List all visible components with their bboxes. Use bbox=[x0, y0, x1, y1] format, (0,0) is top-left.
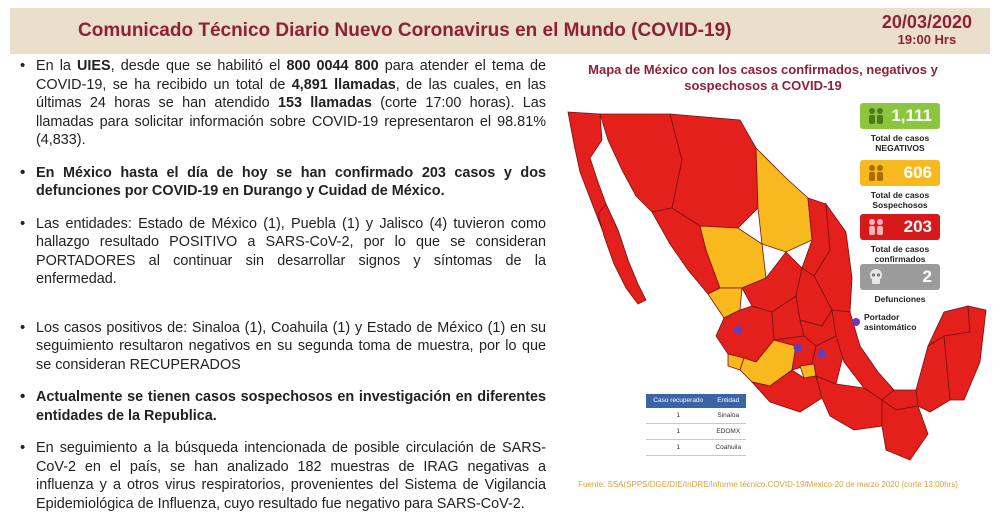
people-icon bbox=[866, 106, 886, 126]
table-cell: EDOMX bbox=[710, 424, 746, 440]
suspected-label: Total de casos Sospechosos bbox=[870, 190, 930, 210]
carrier-legend-label: Portador asintomático bbox=[864, 312, 917, 332]
suspected-badge bbox=[860, 160, 940, 186]
table-row bbox=[646, 408, 746, 424]
bullet-text: , de las cuales, en las últimas 24 horas se han atendido bbox=[36, 76, 546, 111]
stat-deaths bbox=[860, 264, 940, 304]
people-icon bbox=[866, 163, 886, 183]
carrier-dot-edomex bbox=[794, 344, 803, 353]
deaths-label: Defunciones bbox=[874, 294, 926, 304]
header-bar bbox=[10, 8, 990, 54]
bullet-irag: • En seguimiento a la búsqueda intencionada de posible circulación de SARS-CoV-2 en el país, se han analizado 182 muestras de IRAG negativas a influenza y a otros virus respiratorios, provenientes del Sistema de Vigilancia Epidemiológica de Influenza, cuyo resultado fue negativo para SARS-CoV-2. bbox=[18, 439, 546, 513]
stat-confirmed bbox=[860, 214, 940, 264]
deaths-value: 2 bbox=[922, 267, 932, 286]
bullet-text: , desde que se habilitó el bbox=[110, 58, 287, 74]
total-calls: 4,891 llamadas bbox=[291, 76, 396, 93]
state-morelos bbox=[800, 364, 816, 378]
bullet-carriers: • Las entidades: Estado de México (1), Puebla (1) y Jalisco (4) tuvieron como hallazgo resultado POSITIVO a SARS-CoV-2, por lo que se consideran PORTADORES al continuar sin desarrollar signos y síntomas de la enfermedad. bbox=[18, 215, 546, 289]
carrier-legend-dot bbox=[852, 318, 860, 326]
stat-suspected bbox=[860, 160, 940, 210]
suspected-value: 606 bbox=[903, 163, 932, 182]
page-title: Comunicado Técnico Diario Nuevo Coronavirus en el Mundo (COVID-19) bbox=[78, 20, 732, 41]
carrier-dot-jalisco bbox=[734, 326, 743, 335]
table-header: Caso recuperado bbox=[646, 394, 710, 408]
bullet-list bbox=[18, 57, 546, 527]
deaths-badge bbox=[860, 264, 940, 290]
confirmed-value: 203 bbox=[903, 217, 932, 236]
report-date: 20/03/2020 bbox=[881, 12, 972, 32]
report-time: 19:00 Hrs bbox=[897, 32, 957, 47]
bullet-recovered: • Los casos positivos de: Sinaloa (1), Coahuila (1) y Estado de México (1) en su seguimiento resultaron negativos en su segunda toma de muestra, por lo que se consideran RECUPERADOS bbox=[18, 319, 546, 375]
state-sonora bbox=[600, 114, 682, 212]
state-coahuila bbox=[756, 148, 812, 252]
recovered-table bbox=[646, 394, 746, 456]
phone-number: 800 0044 800 bbox=[286, 58, 379, 74]
table-cell: Sinaloa bbox=[710, 408, 746, 424]
bullet-calls bbox=[18, 57, 546, 150]
bullet-text: En la bbox=[36, 58, 78, 74]
table-header: Entidad bbox=[710, 394, 746, 408]
confirmed-badge bbox=[860, 214, 940, 240]
confirmed-label: Total de casos confirmados bbox=[870, 244, 930, 264]
table-header-row bbox=[646, 394, 746, 408]
bullet-text: para atender el tema de COVID-19, se ha recibido un total de bbox=[36, 58, 546, 93]
table-cell: 1 bbox=[646, 424, 710, 440]
stat-negatives bbox=[860, 103, 940, 153]
table-row bbox=[646, 440, 746, 456]
table-cell: 1 bbox=[646, 440, 710, 456]
table-row bbox=[646, 424, 746, 440]
recent-calls: 153 llamadas bbox=[277, 95, 372, 111]
skull-icon bbox=[866, 267, 886, 287]
negatives-label: Total de casos NEGATIVOS bbox=[870, 133, 930, 153]
state-chiapas bbox=[882, 400, 928, 460]
table-cell: 1 bbox=[646, 408, 710, 424]
uies-label: UIES bbox=[77, 58, 111, 74]
people-icon bbox=[866, 217, 886, 237]
source-note: Fuente: SSA(SPPS/DGE/DIE/InDRE/Informe técnico.COVID-19/Mexico-20 de marzo 2020 (corte 13:00hrs) bbox=[578, 480, 958, 489]
state-chihuahua bbox=[670, 114, 758, 228]
date-box bbox=[882, 12, 972, 48]
bullet-confirmed: • En México hasta el día de hoy se han confirmado 203 casos y dos defunciones por COVID-19 en Durango y Cuidad de México. bbox=[18, 164, 546, 201]
bullet-text: (corte 17:00 horas). Las llamadas para solicitar información sobre COVID-19 representaron el 98.81% (4,833). bbox=[36, 95, 546, 148]
negatives-badge bbox=[860, 103, 940, 129]
bullet-suspected: • Actualmente se tienen casos sospechosos en investigación en diferentes entidades de la Republica. bbox=[18, 388, 546, 425]
carrier-dot-puebla bbox=[818, 350, 827, 359]
table-cell: Coahuila bbox=[710, 440, 746, 456]
map-title: Mapa de México con los casos confirmados, negativos y sospechosos a COVID-19 bbox=[588, 62, 938, 93]
negatives-value: 1,111 bbox=[891, 106, 932, 125]
state-baja-california-sur bbox=[598, 204, 646, 304]
